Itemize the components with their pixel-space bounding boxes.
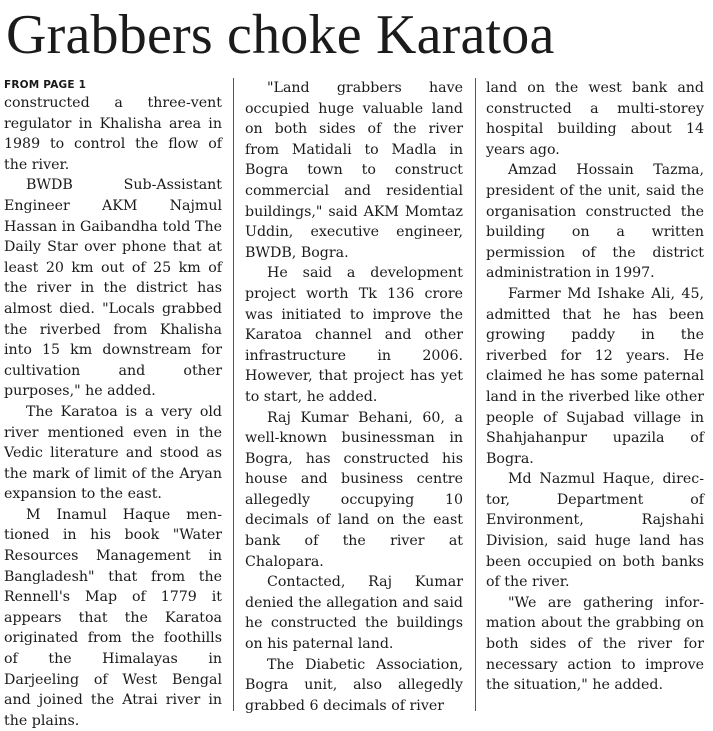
paragraph: He said a development project worth Tk 136 crore was initiated to improve the Karatoa channel and other infrastructure in 2006. However, that project has yet to start, he added. — [245, 265, 463, 405]
paragraph: Amzad Hossain Tazma, president of the unit, said the organisation constructed the building on a written permission of the district administration in 1997. — [486, 162, 704, 282]
article-column-1 — [4, 78, 222, 731]
paragraph: Contacted, Raj Kumar denied the allegation and said he constructed the buildings on his paternal land. — [245, 574, 463, 653]
paragraph: The Karatoa is a very old river mentioned even in the Vedic literature and stood as the mark of limit of the Aryan expansion to the east. — [4, 403, 222, 503]
paragraph: Md Nazmul Haque, director, Department of Environment, Rajshahi Division, said huge land has been occupied on both banks of the river. — [486, 471, 704, 591]
paragraph: The Diabetic Association, Bogra unit, also allegedly grabbed 6 decimals of river — [245, 656, 463, 714]
paragraph: M Inamul Haque mentioned in his book "Water Resources Management in Bangladesh" that from the Rennell's Map of 1779 it appears that the Karatoa originated from the foothills of the Himalayas in Darjeeling of West Bengal and joined the Atrai river in the plains. — [4, 506, 222, 729]
paragraph: land on the west bank and constructed a multi-storey hospital building about 14 years ago. — [486, 80, 704, 158]
article-headline: Grabbers choke Karatoa — [6, 4, 555, 66]
paragraph: constructed a three-vent regulator in Khalisha area in 1989 to control the flow of the river. — [4, 95, 222, 173]
paragraph: "We are gathering information about the grabbing on both sides of the river for necessary action to improve the situation," he added. — [486, 594, 704, 694]
paragraph: Farmer Md Ishake Ali, 45, admitted that he has been growing paddy in the riverbed for 12 years. He claimed he has some paternal land in the riverbed like other people of Sujabad village in Shahjahanpur upazila of Bogra. — [486, 285, 704, 467]
column-divider — [233, 78, 234, 711]
paragraph: Raj Kumar Behani, 60, a well-known businessman in Bogra, has constructed his house and business centre allegedly occupying 10 decimals of land on the east bank of the river at Chalopara. — [245, 409, 463, 570]
article-column-3 — [486, 78, 704, 696]
continuation-kicker: FROM PAGE 1 — [4, 79, 87, 91]
article-column-2 — [245, 78, 463, 716]
column-divider — [475, 78, 476, 711]
paragraph: BWDB Sub-Assistant Engineer AKM Najmul Hassan in Gaibandha told The Daily Star over phone that at least 20 km out of 25 km of the river in the district has almost died. "Locals grabbed the riverbed from Khalisha into 15 km downstream for cultivation and other purposes," he added. — [4, 177, 222, 400]
paragraph: "Land grabbers have occupied huge valuable land on both sides of the river from Matidali to Madla in Bogra town to construct commercial and residential buildings," said AKM Momtaz Uddin, executive engineer, BWDB, Bogra. — [245, 80, 463, 261]
